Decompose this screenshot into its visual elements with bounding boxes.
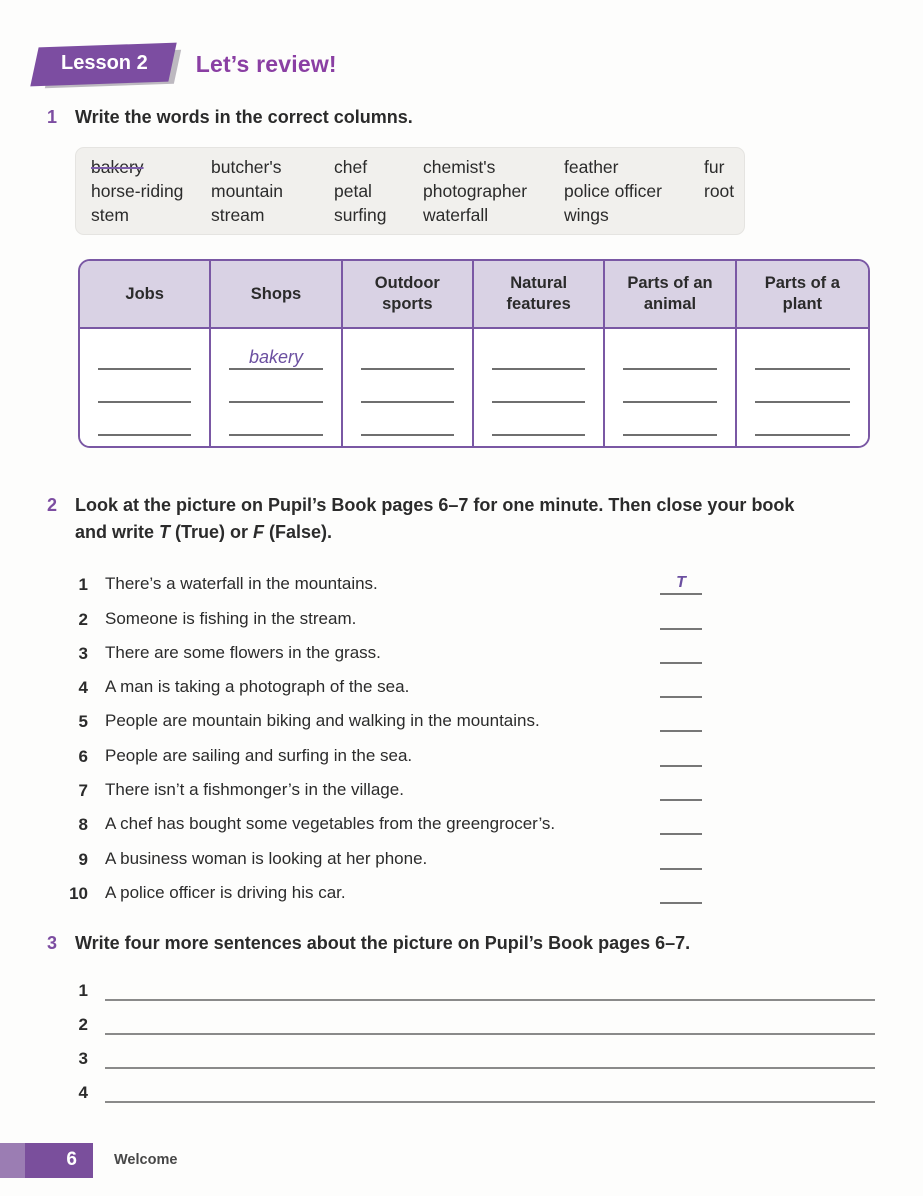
item-number: 7 [78, 781, 88, 801]
exercise2-instruction [75, 492, 817, 546]
item-number: 3 [78, 643, 88, 663]
item-number: 4 [78, 678, 88, 698]
true-false-list [0, 561, 923, 904]
answer-line[interactable] [660, 884, 702, 904]
answer-line[interactable] [660, 815, 702, 835]
item-text: A business woman is looking at her phone. [105, 848, 428, 868]
exercise1-heading [47, 104, 923, 131]
word-bank-word: mountain [211, 181, 283, 201]
write-line[interactable] [361, 403, 454, 436]
item-text: Someone is fishing in the stream. [105, 608, 357, 628]
column-header-parts-of-a-plant: Parts of a plant [764, 274, 840, 313]
write-line[interactable] [492, 337, 585, 370]
instruction-part: Look at the picture on Pupil’s Book pages 6–7 for one minute. Then close your book and write [75, 495, 795, 542]
answer-line[interactable] [660, 610, 702, 630]
word-bank-word: horse-riding [91, 181, 184, 201]
answer-line[interactable] [660, 678, 702, 698]
word-bank-word: chemist's [423, 157, 496, 177]
sentence-lines [0, 967, 923, 1103]
sentence-number: 3 [78, 1048, 88, 1068]
item-number: 8 [78, 815, 88, 835]
word-bank-word: police officer [564, 181, 662, 201]
write-line[interactable] [623, 337, 716, 370]
sentence-number: 1 [78, 980, 88, 1000]
word-bank-column [91, 155, 211, 227]
item-number: 2 [78, 609, 88, 629]
exercise2-number: 2 [47, 495, 58, 515]
exercise3-heading [47, 930, 923, 957]
word-bank-grid [91, 155, 744, 227]
written-answer: bakery [248, 347, 303, 367]
sentence-write-line[interactable] [105, 1079, 875, 1103]
item-text: A police officer is driving his car. [105, 882, 346, 902]
write-line[interactable] [229, 403, 322, 436]
sentence-write-line[interactable] [105, 977, 875, 1001]
write-line[interactable] [98, 403, 191, 436]
word-bank-column [423, 155, 564, 227]
exercise2-heading [47, 492, 923, 546]
word-bank-word: butcher's [211, 157, 282, 177]
sentence-write-line[interactable] [105, 1011, 875, 1035]
sentence-row-3 [60, 1035, 875, 1069]
write-line[interactable] [623, 403, 716, 436]
category-table-header-row [80, 261, 868, 329]
write-line[interactable] [755, 370, 850, 403]
write-line[interactable] [98, 337, 191, 370]
word-bank-word: root [704, 181, 735, 201]
column-header-outdoor-sports: Outdoor sports [343, 261, 474, 327]
lesson-badge-label: Lesson 2 [61, 52, 148, 74]
footer-section-label: Welcome [114, 1152, 178, 1169]
table-cell-shops [211, 329, 342, 446]
item-text: There are some flowers in the grass. [105, 642, 381, 662]
page-footer [0, 1143, 923, 1178]
column-header-natural-features: Natural features [474, 261, 605, 327]
word-bank-column [334, 155, 423, 227]
word-bank-word: waterfall [423, 205, 489, 225]
true-false-item-8 [60, 801, 702, 835]
exercise3-instruction: Write four more sentences about the picture on Pupil’s Book pages 6–7. [75, 932, 691, 953]
exercise1-instruction: Write the words in the correct columns. [75, 107, 413, 127]
answer-line[interactable] [660, 850, 702, 870]
true-false-item-1 [60, 561, 702, 595]
instruction-part: (True) or [170, 522, 254, 542]
exercise1-number: 1 [47, 107, 58, 127]
word-bank-word: surfing [334, 205, 387, 225]
sentence-number: 4 [78, 1082, 88, 1102]
sentence-write-line[interactable] [105, 1045, 875, 1069]
write-line[interactable] [361, 337, 454, 370]
page-number: 6 [66, 1149, 77, 1171]
true-false-item-3 [60, 630, 702, 664]
true-false-item-6 [60, 732, 702, 766]
answer-line[interactable] [660, 644, 702, 664]
word-bank-word: petal [334, 181, 372, 201]
word-bank-column [704, 155, 744, 227]
word-bank-word: photographer [423, 181, 528, 201]
write-line[interactable] [755, 337, 850, 370]
instruction-true-letter: T [159, 522, 171, 542]
answer-line[interactable] [660, 747, 702, 767]
word-bank-word: stream [211, 205, 265, 225]
category-table-body-row [80, 329, 868, 446]
table-cell-outdoor-sports [343, 329, 474, 446]
sentence-number: 2 [78, 1014, 88, 1034]
column-header-shops: Shops [211, 261, 342, 327]
write-line[interactable] [229, 337, 322, 370]
sentence-row-2 [60, 1001, 875, 1035]
word-bank-column [211, 155, 334, 227]
sentence-row-4 [60, 1069, 875, 1103]
write-line[interactable] [98, 370, 191, 403]
sentence-row-1 [60, 967, 875, 1001]
word-bank-word: chef [334, 157, 368, 177]
column-header-jobs: Jobs [80, 261, 211, 327]
exercise3-number: 3 [47, 932, 58, 953]
word-bank-word: stem [91, 205, 129, 225]
word-bank-word: fur [704, 157, 725, 177]
table-cell-parts-of-an-animal [605, 329, 736, 446]
true-false-item-2 [60, 595, 702, 629]
write-line[interactable] [755, 403, 850, 436]
word-bank-column [564, 155, 704, 227]
item-text: There isn’t a fishmonger’s in the village. [105, 780, 404, 800]
write-line[interactable] [623, 370, 716, 403]
page-number-tab [0, 1143, 93, 1178]
table-cell-jobs [80, 329, 211, 446]
instruction-false-letter: F [253, 522, 265, 542]
item-text: There’s a waterfall in the mountains. [105, 574, 378, 594]
item-text: A chef has bought some vegetables from the greengrocer’s. [105, 814, 556, 834]
word-bank [75, 147, 745, 235]
true-false-item-10 [60, 870, 702, 904]
item-text: People are sailing and surfing in the sea. [105, 745, 413, 765]
answer-line[interactable] [660, 781, 702, 801]
category-table [78, 259, 870, 448]
answer-line[interactable]: T [660, 573, 702, 595]
write-line[interactable] [492, 403, 585, 436]
page-header [35, 0, 923, 84]
write-line[interactable] [229, 370, 322, 403]
write-line[interactable] [361, 370, 454, 403]
item-text: A man is taking a photograph of the sea. [105, 677, 410, 697]
item-number: 9 [78, 849, 88, 869]
item-number: 1 [78, 575, 88, 595]
table-cell-natural-features [474, 329, 605, 446]
answer-line[interactable] [660, 712, 702, 732]
lesson-badge [35, 45, 172, 84]
table-cell-parts-of-a-plant [737, 329, 868, 446]
column-header-parts-of-an-animal: Parts of an animal [605, 261, 736, 327]
true-false-item-9 [60, 835, 702, 869]
instruction-part: (False). [264, 522, 333, 542]
item-number: 5 [78, 712, 88, 732]
item-number: 6 [78, 746, 88, 766]
item-number: 10 [69, 883, 88, 903]
word-bank-word: wings [564, 205, 609, 225]
page-title: Let’s review! [195, 51, 337, 77]
write-line[interactable] [492, 370, 585, 403]
true-false-item-4 [60, 664, 702, 698]
true-false-item-5 [60, 698, 702, 732]
word-bank-word: feather [564, 157, 619, 177]
word-bank-word-struck: bakery [91, 157, 144, 177]
true-false-item-7 [60, 767, 702, 801]
item-text: People are mountain biking and walking in the mountains. [105, 711, 540, 731]
